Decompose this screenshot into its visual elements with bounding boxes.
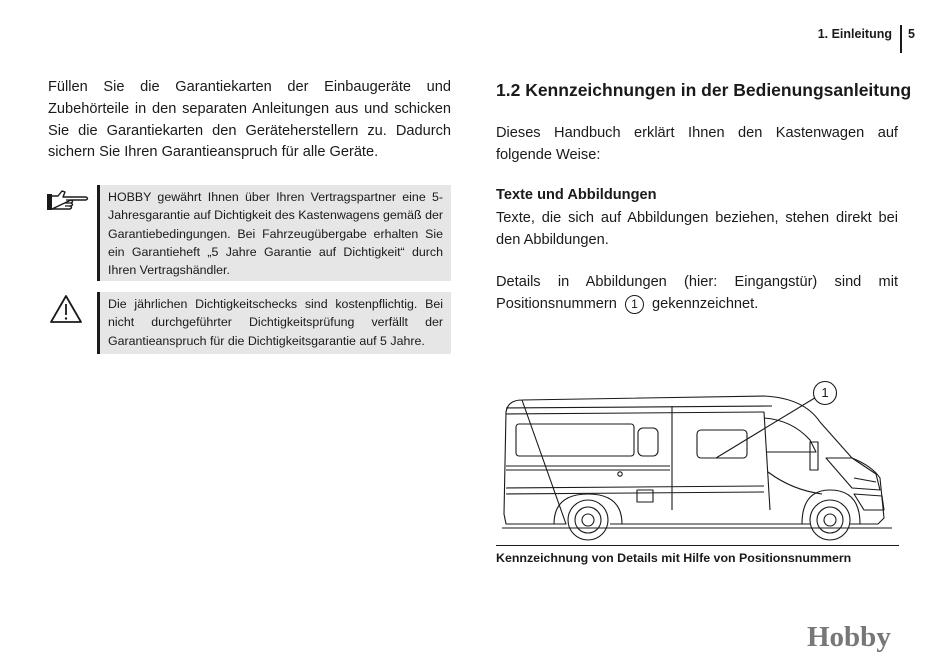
- details-text-after: gekennzeichnet.: [651, 295, 759, 312]
- figure-caption: Kennzeichnung von Details mit Hilfe von Positionsnummern: [496, 551, 852, 565]
- position-number-badge: 1: [625, 295, 644, 314]
- svg-text:Hobby: Hobby: [807, 621, 891, 653]
- details-paragraph: [496, 272, 898, 316]
- warranty-paragraph: Füllen Sie die Garantiekarten der Einbaugeräte und Zubehörteile in den separaten Anleitungen aus und schicken Sie die Garantiekarten den Geräteherstellern zu. Dadurch sichern Sie Ihren Garantieanspruch für alle Geräte.: [48, 79, 451, 161]
- figure-callout-number: 1: [821, 385, 829, 400]
- hobby-logo: [805, 618, 900, 654]
- texts-paragraph: Texte, die sich auf Abbildungen beziehen, stehen direkt bei den Abbildungen.: [496, 210, 898, 248]
- warning-triangle-icon: [49, 294, 83, 324]
- warranty-warning: Die jährlichen Dichtigkeitschecks sind kostenpflichtig. Bei nicht durchgeführter Dichtigkeitsprüfung verfällt der Garantieanspruch für die Dichtigkeitsgarantie auf 5 Jahre.: [97, 292, 451, 354]
- warranty-note: HOBBY gewährt Ihnen über Ihren Vertragspartner eine 5-Jahresgarantie auf Dichtigkeit des Kastenwagens gemäß der Garantiebedingungen. Bei Fahrzeugübergabe erhalten Sie ein Garantieheft „5 Jahre Garantie auf Dichtigkeit“ durch Ihren Vertragshändler.: [97, 185, 451, 281]
- pointing-hand-icon: [46, 188, 90, 214]
- details-text-before: Details in Abbildungen (hier: Eingangstür) sind mit Positionsnummern: [496, 274, 898, 312]
- section-title: 1.2 Kennzeichnungen in der Bedienungsanleitung: [496, 80, 912, 100]
- figure-rule: [496, 545, 899, 546]
- page-number: 5: [908, 27, 915, 41]
- header-chapter: 1. Einleitung: [817, 27, 892, 41]
- header-divider: [900, 25, 902, 53]
- subheading: Texte und Abbildungen: [496, 187, 657, 203]
- intro-paragraph: Dieses Handbuch erklärt Ihnen den Kastenwagen auf folgende Weise:: [496, 125, 898, 163]
